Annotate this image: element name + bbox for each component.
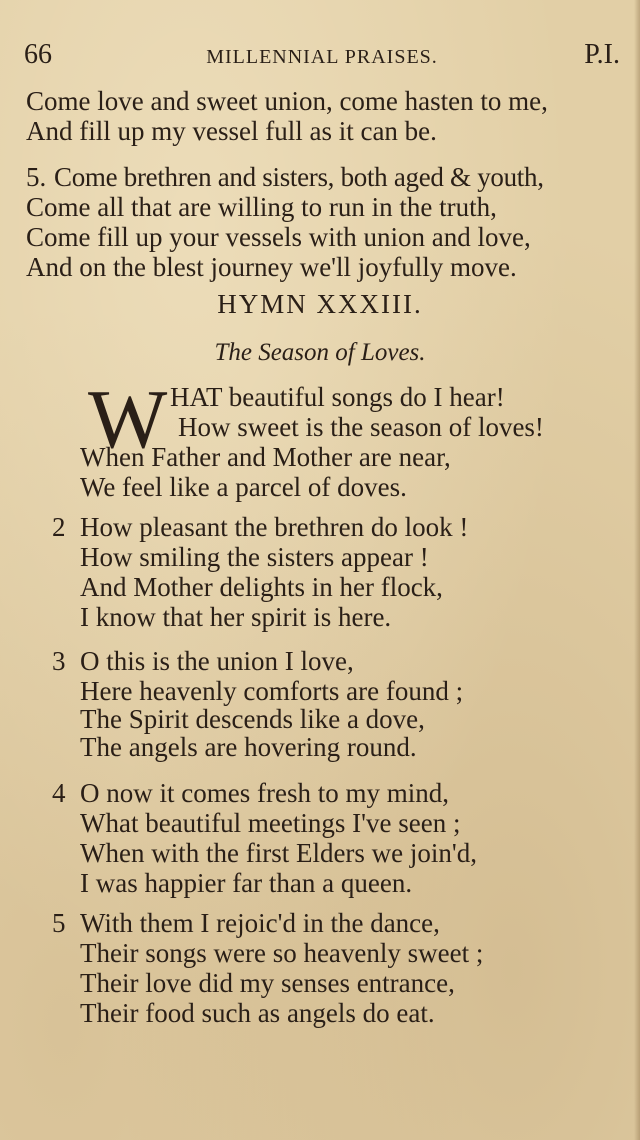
verse-line: HAT beautiful songs do I hear! [170,382,505,412]
verse-line: Come fill up your vessels with union and love, [26,222,531,252]
verse-line: And Mother delights in her flock, [80,572,443,602]
verse-line: O this is the union I love, [80,646,354,676]
verse-line: O now it comes fresh to my mind, [80,778,449,808]
verse-line: Come brethren and sisters, both aged & youth, [54,162,544,192]
verse-line: The Spirit descends like a dove, [80,704,425,734]
verse-line: With them I rejoic'd in the dance, [80,908,440,938]
verse-line: How smiling the sisters appear ! [80,542,429,572]
hymn-subtitle: The Season of Loves. [214,339,426,366]
verse-line: I was happier far than a queen. [80,868,413,898]
running-title: MILLENNIAL PRAISES. [206,46,438,68]
verse-line: How pleasant the brethren do look ! [80,512,469,542]
verse-line: Their songs were so heavenly sweet ; [80,938,484,968]
verse-line: And fill up my vessel full as it can be. [26,116,437,146]
verse-line: What beautiful meetings I've seen ; [80,808,461,838]
section-mark: P.I. [584,39,620,70]
stanza-number: 5. [26,162,47,192]
page-edge-shadow [634,0,640,1140]
verse-line: Come all that are willing to run in the truth, [26,192,497,222]
hymn-title: HYMN XXXIII. [217,289,423,319]
stanza-number: 3 [52,646,66,676]
verse-line: When with the first Elders we join'd, [80,838,478,868]
verse-line: I know that her spirit is here. [80,602,392,632]
verse-line: And on the blest journey we'll joyfully move. [26,252,517,282]
page-header [24,38,620,78]
page-number: 66 [24,39,52,70]
stanza-number: 4 [52,778,66,808]
verse-line: Come love and sweet union, come hasten to me, [26,86,548,116]
drop-cap: W [88,373,168,466]
verse-line: When Father and Mother are near, [80,442,451,472]
verse-line: Their love did my senses entrance, [80,968,455,998]
verse-line: We feel like a parcel of doves. [80,472,407,502]
stanza-number: 2 [52,512,66,542]
stanza-number: 5 [52,908,66,938]
verse-line: Their food such as angels do eat. [80,998,435,1028]
verse-line: Here heavenly comforts are found ; [80,676,464,706]
verse-line: The angels are hovering round. [80,732,417,762]
verse-line: How sweet is the season of loves! [178,412,544,442]
